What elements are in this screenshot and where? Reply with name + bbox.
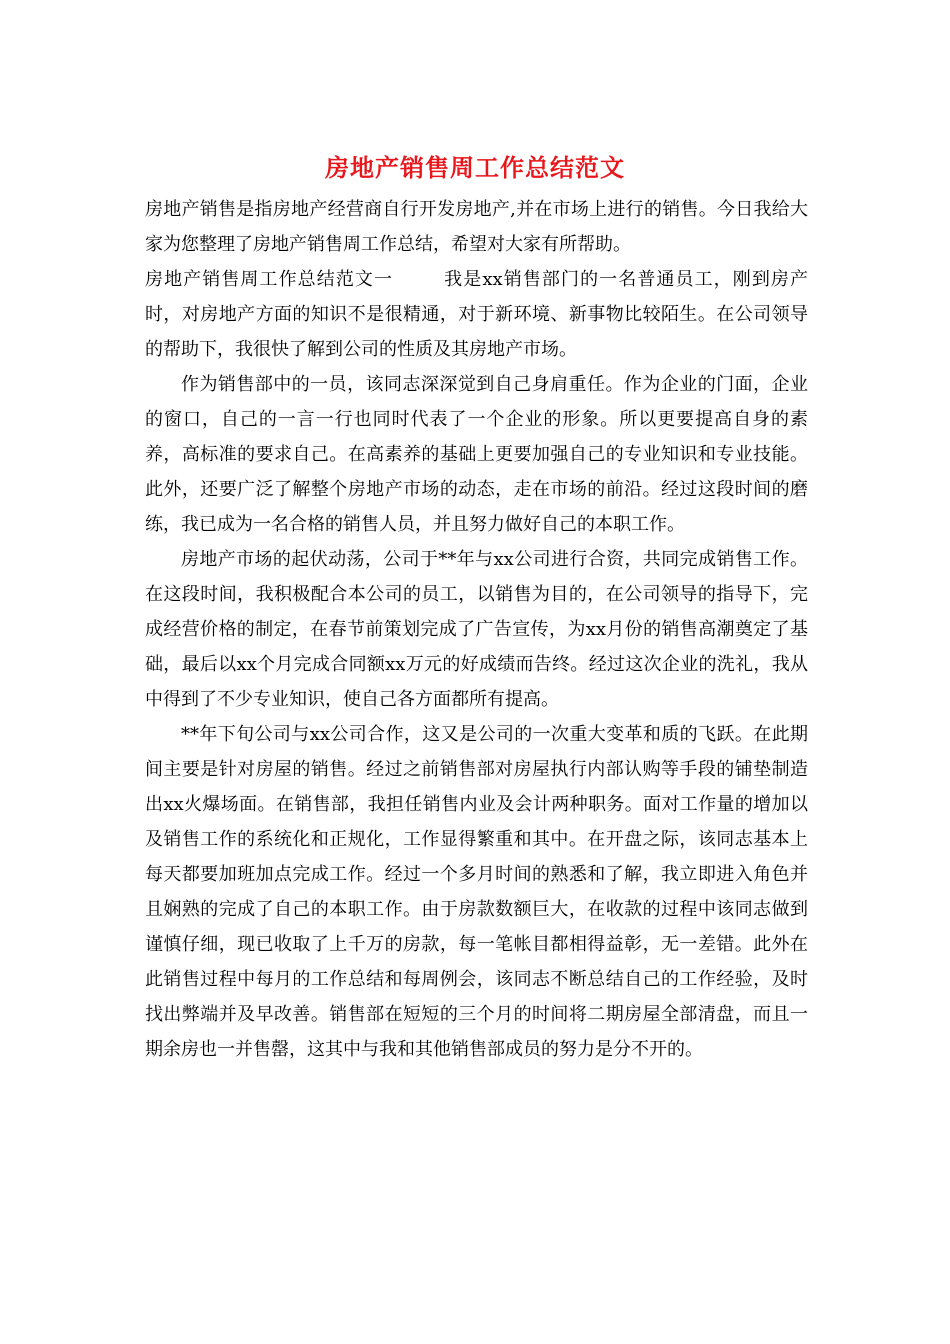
body-paragraph-2: 房地产市场的起伏动荡，公司于**年与xx公司进行合资，共同完成销售工作。在这段时间，我积极配合本公司的员工，以销售为目的，在公司领导的指导下，完成经营价格的制定，在春节前策划完成了广告宣传，为xx月份的销售高潮奠定了基础，最后以xx个月完成合同额xx万元的好成绩而告终。经过这次企业的洗礼，我从中得到了不少专业知识，使自己各方面都所有提高。 — [145, 549, 808, 710]
document-body — [145, 192, 808, 1067]
body-paragraph-3: **年下旬公司与xx公司合作，这又是公司的一次重大变革和质的飞跃。在此期间主要是针对房屋的销售。经过之前销售部对房屋执行内部认购等手段的铺垫制造出xx火爆场面。在销售部，我担任销售内业及会计两种职务。面对工作量的增加以及销售工作的系统化和正规化，工作显得繁重和其中。在开盘之际，该同志基本上每天都要加班加点完成工作。经过一个多月时间的熟悉和了解，我立即进入角色并且娴熟的完成了自己的本职工作。由于房款数额巨大，在收款的过程中该同志做到谨慎仔细，现已收取了上千万的房款，每一笔帐目都相得益彰，无一差错。此外在此销售过程中每月的工作总结和每周例会，该同志不断总结自己的工作经验，及时找出弊端并及早改善。销售部在短短的三个月的时间将二期房屋全部清盘，而且一期余房也一并售罄，这其中与我和其他销售部成员的努力是分不开的。 — [145, 724, 808, 1060]
section-paragraph — [145, 262, 808, 367]
intro-paragraph: 房地产销售是指房地产经营商自行开发房地产,并在市场上进行的销售。今日我给大家为您整理了房地产销售周工作总结，希望对大家有所帮助。 — [145, 199, 808, 255]
section-first-paragraph: 我是xx销售部门的一名普通员工，刚到房产时，对房地产方面的知识不是很精通，对于新环境、新事物比较陌生。在公司领导的帮助下，我很快了解到公司的性质及其房地产市场。 — [145, 269, 808, 360]
section-heading: 房地产销售周工作总结范文一 — [145, 269, 394, 290]
body-paragraph-1: 作为销售部中的一员，该同志深深觉到自己身肩重任。作为企业的门面，企业的窗口，自己的一言一行也同时代表了一个企业的形象。所以更要提高自身的素养，高标准的要求自己。在高素养的基础上更要加强自己的专业知识和专业技能。此外，还要广泛了解整个房地产市场的动态，走在市场的前沿。经过这段时间的磨练，我已成为一名合格的销售人员，并且努力做好自己的本职工作。 — [145, 374, 808, 535]
document-title: 房地产销售周工作总结范文 — [325, 153, 625, 182]
